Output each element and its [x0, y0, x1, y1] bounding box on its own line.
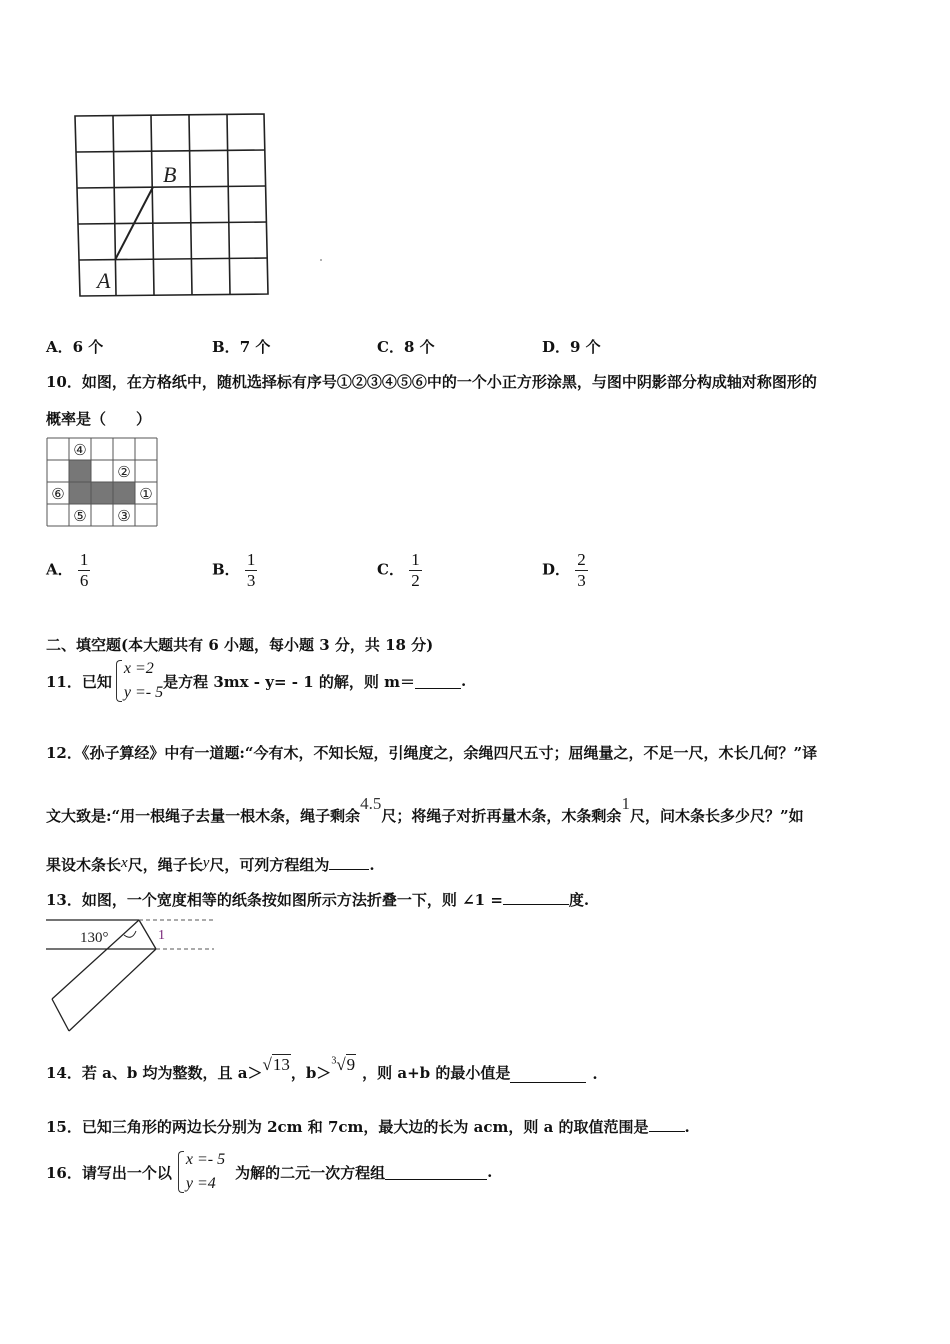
answer-blank[interactable] — [510, 1068, 586, 1083]
equation-1: x =- 5 — [185, 1151, 226, 1168]
q12-text: 果设木条长 — [46, 856, 122, 874]
option-letter: C． — [377, 560, 404, 579]
option-letter: D． — [542, 560, 571, 579]
option-text: 6 个 — [72, 338, 104, 356]
mark-5: ⑤ — [73, 507, 87, 525]
q10-option-c[interactable] — [377, 550, 422, 591]
equation-system — [178, 1148, 225, 1196]
option-letter: A． — [46, 338, 73, 356]
q16 — [46, 1148, 492, 1196]
denominator: 2 — [411, 571, 420, 590]
q14-prefix: 14．若 a、b 均为整数，且 a＞ — [46, 1064, 263, 1082]
grid-figure-ab — [70, 110, 330, 305]
fraction — [409, 550, 422, 591]
wood-remainder-value: 1 — [621, 794, 630, 813]
q13-end: 度. — [568, 891, 590, 909]
answer-blank[interactable] — [415, 674, 461, 689]
q15-text: 15．已知三角形的两边长分别为 2cm 和 7cm，最大边的长为 acm，则 a 的取值范围是 — [46, 1118, 649, 1136]
root-index: 3 — [331, 1055, 337, 1067]
numerator: 2 — [577, 550, 586, 569]
q12-line3 — [46, 854, 375, 875]
equation-1: x =2 — [123, 660, 154, 677]
q16-end: . — [487, 1163, 493, 1181]
option-text: 9 个 — [570, 338, 601, 356]
q12-text: 尺，可列方程组为 — [209, 856, 330, 874]
q11 — [46, 657, 466, 705]
q11-end: . — [460, 672, 467, 690]
angle-1-label: 1 — [158, 928, 165, 943]
q14-mid: ，b＞ — [290, 1064, 332, 1082]
q9-option-b[interactable] — [212, 336, 270, 357]
mark-2: ② — [117, 463, 131, 481]
q14-suffix: ，则 a+b 的最小值是 — [362, 1064, 511, 1082]
q12-text: 文大致是:“用一根绳子去量一根木条，绳子剩余 — [46, 807, 361, 825]
q12-text: 尺，绳子长 — [127, 856, 203, 874]
fraction — [78, 550, 91, 591]
denominator: 6 — [79, 571, 89, 590]
q10-grid-figure — [45, 437, 163, 530]
fraction — [245, 550, 258, 591]
numerator: 1 — [246, 550, 256, 569]
option-letter: D． — [542, 338, 571, 356]
mark-3: ③ — [117, 507, 131, 525]
q9-option-d[interactable] — [542, 336, 601, 357]
rope-remainder-value: 4.5 — [360, 794, 382, 813]
q10-stem-line1: 10．如图，在方格纸中，随机选择标有序号①②③④⑤⑥中的一个小正方形涂黑，与图中阴影部分构成轴对称图形的 — [46, 373, 817, 391]
angle-130-label: 130° — [80, 930, 109, 946]
option-letter: A． — [46, 560, 73, 579]
q16-prefix: 16．请写出一个以 — [46, 1163, 172, 1182]
variable-x: x — [121, 855, 128, 871]
point-a-label: A — [97, 268, 111, 293]
numerator: 1 — [79, 550, 89, 569]
q15-end: . — [684, 1118, 690, 1136]
numerator: 1 — [411, 550, 420, 569]
q13-text: 13．如图，一个宽度相等的纸条按如图所示方法折叠一下，则 ∠1 = — [46, 891, 503, 909]
q16-suffix: 为解的二元一次方程组 — [235, 1163, 386, 1182]
q15 — [46, 1116, 690, 1137]
option-letter: B． — [212, 338, 240, 356]
mark-4: ④ — [73, 441, 87, 459]
variable-y: y — [202, 855, 210, 871]
q12-line2 — [46, 794, 804, 826]
fraction — [575, 550, 588, 591]
radicand-13: 13 — [272, 1055, 290, 1074]
q10-stem-line2: 概率是（ ） — [46, 410, 152, 428]
answer-blank[interactable] — [329, 855, 369, 870]
q12-text: 尺；将绳子对折再量木条，木条剩余 — [381, 807, 622, 825]
cbrt-9: $^3$√9 — [331, 1055, 356, 1074]
mark-1: ① — [139, 485, 153, 503]
option-letter: B． — [212, 560, 240, 579]
q11-suffix: 是方程 3mx - y= - 1 的解，则 m＝ — [163, 672, 415, 691]
q10-option-d[interactable] — [542, 550, 588, 591]
option-text: 7 个 — [239, 338, 271, 356]
answer-blank[interactable] — [503, 890, 569, 905]
q10-option-a[interactable] — [46, 550, 90, 591]
option-text: 8 个 — [403, 338, 435, 356]
q13 — [46, 889, 589, 910]
option-letter: C． — [377, 338, 404, 356]
q9-option-a[interactable] — [46, 336, 103, 357]
equation-2: y =- 5 — [123, 684, 164, 701]
q10-option-b[interactable] — [212, 550, 257, 591]
equation-system — [116, 657, 163, 705]
q12-text: 尺，问木条长多少尺？”如 — [629, 807, 804, 825]
equation-2: y =4 — [185, 1175, 216, 1192]
denominator: 3 — [577, 571, 586, 590]
answer-blank[interactable] — [385, 1165, 487, 1180]
q9-option-c[interactable] — [377, 336, 435, 357]
q14-end: . — [592, 1065, 598, 1083]
denominator: 3 — [246, 571, 256, 590]
point-b-label: B — [163, 162, 177, 187]
mark-6: ⑥ — [51, 485, 65, 503]
q12-line1: 12．《孙子算经》中有一道题:“今有木，不知长短，引绳度之，余绳四尺五寸；屈绳量之，不足一尺，木长几何？”译 — [46, 744, 818, 762]
q11-prefix: 11．已知 — [46, 672, 112, 691]
folded-strip-figure — [44, 915, 224, 1040]
section-heading: 二、填空题(本大题共有 6 小题，每小题 3 分，共 18 分) — [46, 636, 434, 654]
sqrt-13: √13 — [262, 1055, 290, 1074]
radicand-9: 9 — [346, 1055, 356, 1074]
answer-blank[interactable] — [649, 1117, 685, 1132]
q12-end: . — [369, 856, 375, 874]
q14 — [46, 1055, 598, 1083]
